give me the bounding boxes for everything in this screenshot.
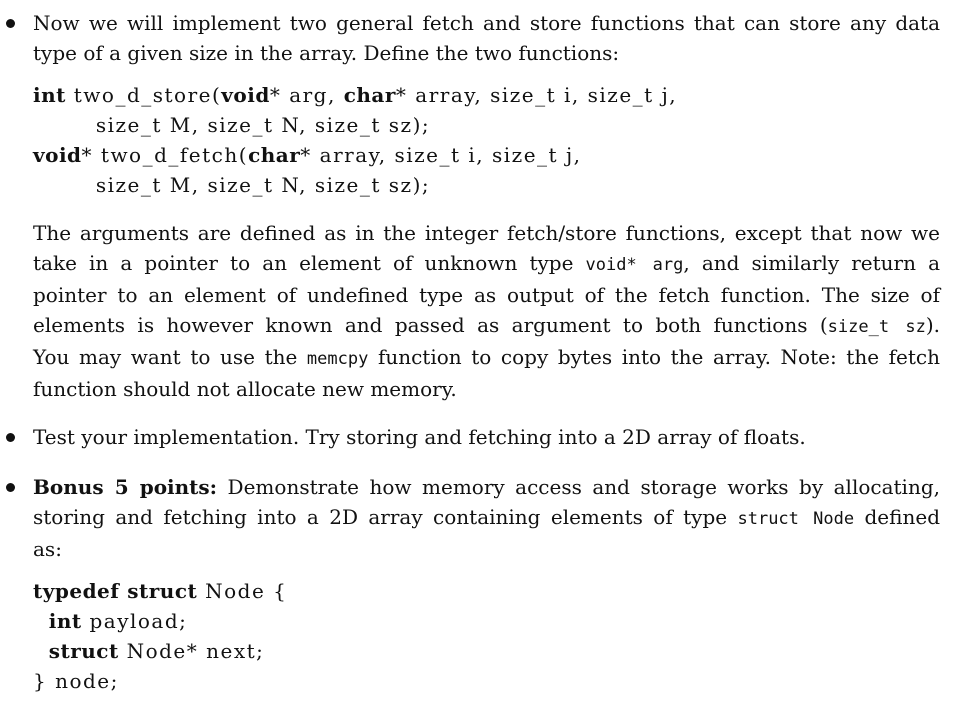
bullet-dot	[6, 19, 15, 28]
test-paragraph	[33, 422, 940, 452]
keyword-int: int	[48, 609, 82, 633]
struct-definition-code	[33, 576, 960, 696]
desc-line	[33, 342, 940, 374]
keyword-char: char	[248, 143, 301, 167]
keyword-void: void	[221, 83, 270, 107]
desc-text: take in a pointer to an element of unknown type	[33, 251, 586, 275]
code-text: * array, size_t i, size_t j,	[300, 143, 582, 167]
bullet-item-test	[0, 422, 960, 452]
fetch-decl-line2: size_t M, size_t N, size_t sz);	[33, 173, 431, 197]
inline-code: size_t sz	[827, 317, 926, 337]
desc-line: function should not allocate new memory.	[33, 377, 457, 401]
code-text: two_d_store(	[65, 83, 222, 107]
bonus-line: as:	[33, 537, 62, 561]
keyword-struct: struct	[48, 639, 119, 663]
code-text: * arg,	[269, 83, 344, 107]
desc-line: The arguments are defined as in the integer fetch/store functions, except that now we	[33, 221, 940, 245]
desc-text: , and similarly return a	[683, 251, 940, 275]
bonus-label: Bonus 5 points:	[33, 475, 218, 499]
desc-line: pointer to an element of undefined type as output of the fetch function. The size of	[33, 283, 940, 307]
bullet-dot	[6, 433, 15, 442]
struct-field-line	[33, 606, 960, 636]
bonus-paragraph	[33, 472, 940, 564]
bonus-line	[33, 472, 940, 502]
fetch-decl-line1	[33, 140, 960, 170]
desc-text: ).	[925, 313, 940, 337]
keyword-struct: struct	[127, 579, 198, 603]
intro-line: Now we will implement two general fetch and store functions that can store any data	[33, 11, 940, 35]
desc-line	[33, 310, 940, 342]
keyword-int: int	[33, 83, 66, 107]
desc-text: function to copy bytes into the array. Note: the fetch	[368, 345, 941, 369]
code-text: payload;	[81, 609, 188, 633]
desc-text: elements is however known and passed as argument to both functions (	[33, 313, 828, 337]
code-text: Node {	[197, 579, 288, 603]
inline-code: void* arg	[585, 255, 684, 275]
bullet-item-generic-functions	[0, 8, 960, 404]
store-decl-line2: size_t M, size_t N, size_t sz);	[33, 113, 431, 137]
description-paragraph	[33, 218, 940, 404]
code-text: Node* next;	[118, 639, 265, 663]
struct-close-line: } node;	[33, 669, 119, 693]
inline-code: memcpy	[306, 349, 369, 369]
bullet-dot	[6, 483, 15, 492]
keyword-typedef: typedef	[33, 579, 120, 603]
test-line: Test your implementation. Try storing and fetching into a 2D array of floats.	[33, 425, 806, 449]
intro-line: type of a given size in the array. Define the two functions:	[33, 41, 620, 65]
struct-line	[33, 576, 960, 606]
code-text: * two_d_fetch(	[81, 143, 249, 167]
bullet-item-bonus	[0, 472, 960, 696]
bonus-text: storing and fetching into a 2D array containing elements of type	[33, 505, 738, 529]
code-text: * array, size_t i, size_t j,	[395, 83, 678, 107]
desc-line	[33, 248, 940, 280]
store-decl-line1	[33, 80, 960, 110]
struct-field-line	[33, 636, 960, 666]
inline-code: struct Node	[737, 509, 855, 529]
bonus-text: defined	[854, 505, 940, 529]
keyword-void: void	[33, 143, 82, 167]
function-declarations-code	[33, 80, 960, 200]
bonus-text: Demonstrate how memory access and storage works by allocating,	[217, 475, 940, 499]
keyword-char: char	[343, 83, 396, 107]
intro-paragraph	[33, 8, 940, 68]
desc-text: You may want to use the	[33, 345, 307, 369]
bonus-line	[33, 502, 940, 534]
